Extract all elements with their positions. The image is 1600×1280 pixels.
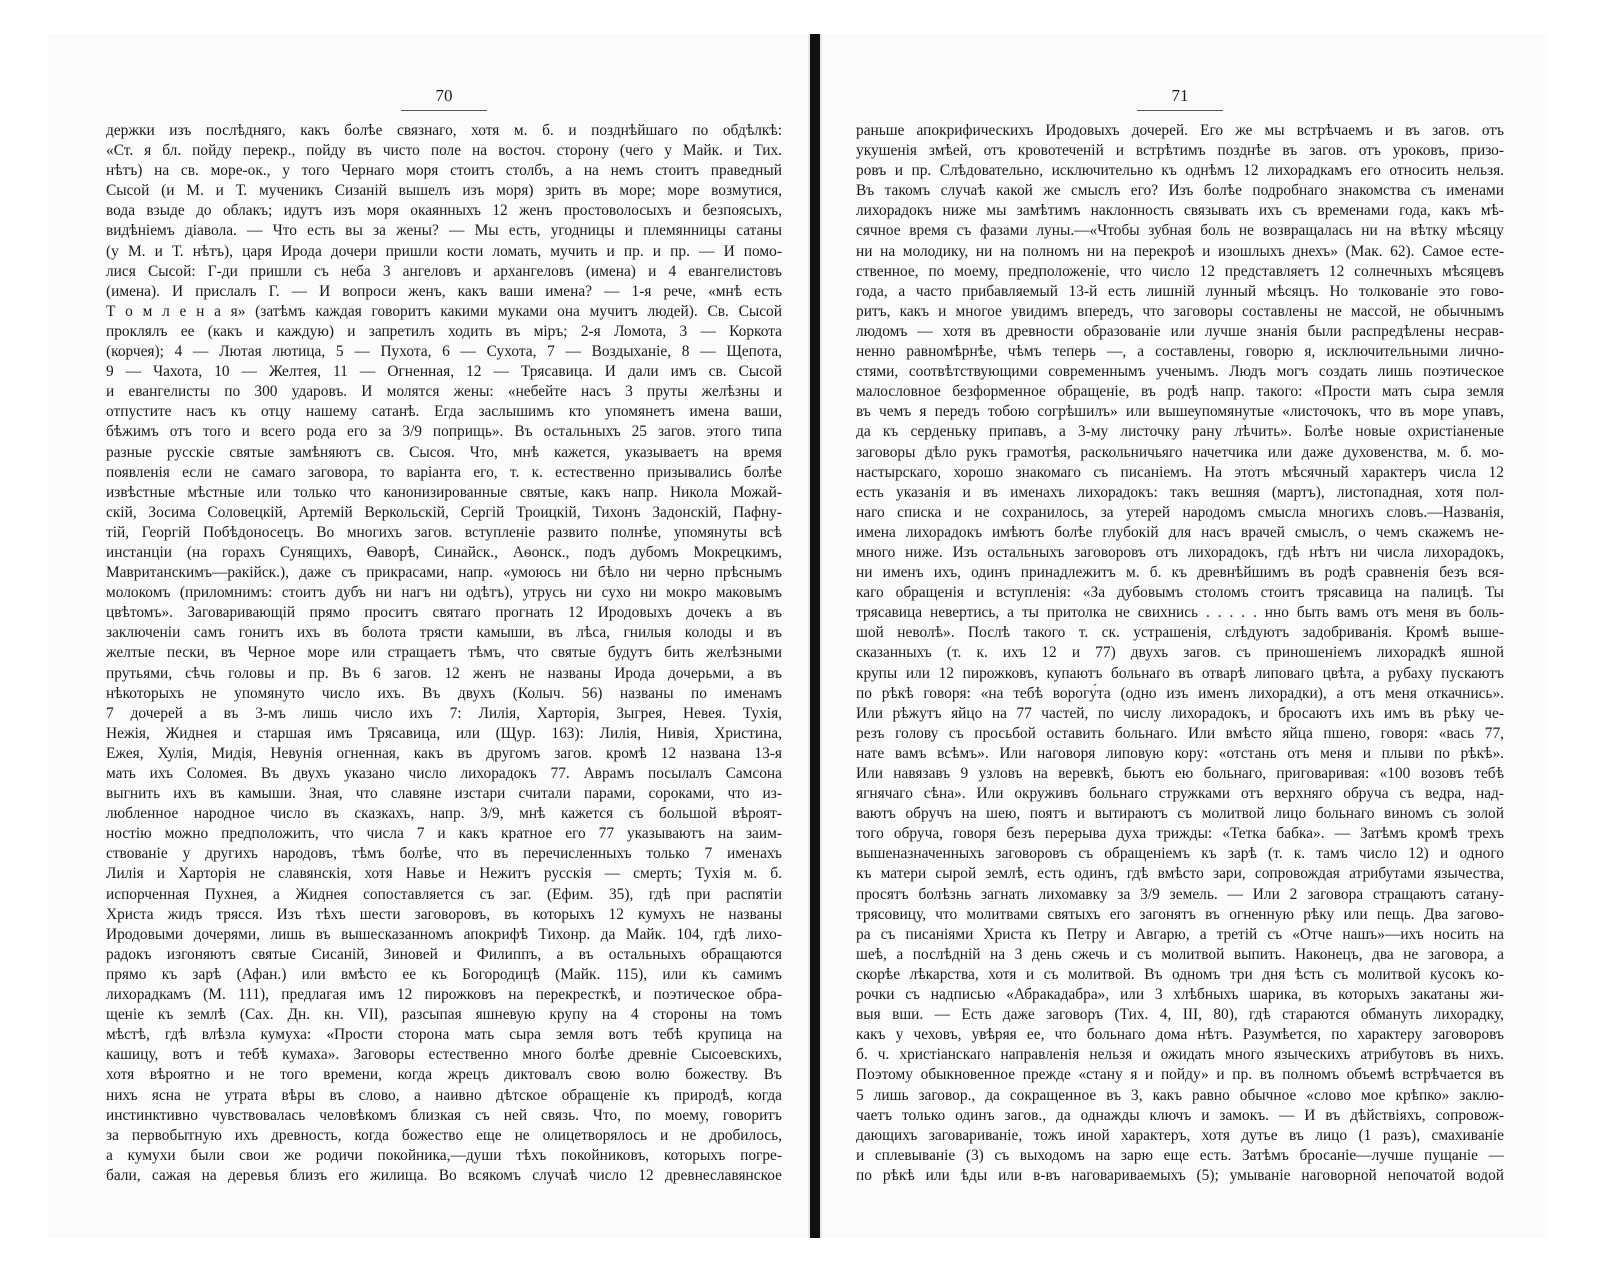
- text-line: просятъ болѣзнь загнать лихомавку за 3/9 земель. — Или 2 заговора стращаютъ сатану-: [856, 885, 1504, 903]
- text-line: молокомъ (приломнимъ: стоитъ дубъ ни нагъ ни одѣтъ), утрусь ни сухо ни мокро маковымъ: [106, 584, 782, 602]
- text-line: крупы или 12 пирожковъ, купаютъ больнаго въ отварѣ липоваго цвѣта, а рубаху пускаютъ: [856, 664, 1504, 682]
- text-line: Христа жидъ трясся. Изъ тѣхъ шести заговоровъ, въ которыхъ 12 кумухъ не названы: [106, 905, 782, 923]
- text-line: Лилія и Харторія не славянскія, хотя Навье и Нежитъ русскія — смерть; Тухія м. б.: [106, 865, 782, 883]
- page-text: [856, 121, 1504, 1186]
- text-line: держки изъ послѣдняго, какъ болѣе связнаго, хотя м. б. и позднѣйшаго по обдѣлкѣ:: [106, 122, 782, 139]
- text-line: кашицу, вотъ и тебѣ кумаха». Заговоры естественно много болѣе древніе Сысоевскихъ,: [106, 1046, 782, 1064]
- text-line: нѣкоторыхъ не упомянуто число ихъ. Въ двухъ (Колыч. 56) названы по именамъ: [106, 684, 782, 702]
- text-line: Нежія, Жиднея и старшая имъ Трясавица, или (Щур. 163): Лилія, Нивія, Христина,: [106, 724, 782, 742]
- text-line: имена лихорадокъ имѣютъ болѣе глубокій для насъ врачей смыслъ, о чемъ скажемъ не-: [856, 523, 1504, 541]
- text-line: ни на молодику, ни на полномъ ни на перекроѣ и изошлыхъ днехъ» (Мак. 62). Самое есте-: [856, 242, 1504, 260]
- header-rule: [1137, 110, 1223, 111]
- text-line: шой неволѣ». Послѣ такого т. ск. устрашенія, слѣдуютъ задобриванія. Кромѣ выше-: [856, 624, 1504, 642]
- text-line: мѣстѣ, гдѣ влѣзла кумуха: «Прости сторона мать сыра земля вотъ тебѣ крупица на: [106, 1026, 782, 1044]
- text-line: сказанныхъ (т. к. ихъ 12 и 77) двухъ загов. съ приношеніемъ лихорадкѣ яшной: [856, 644, 1504, 662]
- text-line: щеніе къ землѣ (Сах. Дн. кн. VII), разсыпая яшневую крупу на 4 стороны на томъ: [106, 1006, 782, 1024]
- text-line: ствованіе у другихъ народовъ, тѣмъ болѣе, что въ перечисленныхъ только 7 именахъ: [106, 845, 782, 863]
- text-line: дающихъ заговариваніе, тожъ иной характеръ, хотя дутье въ лицо (1 разъ), смахиваніе: [856, 1126, 1504, 1144]
- text-line: Поэтому обыкновенное прежде «стану я и пойду» и пр. въ полномъ объемѣ встрѣчается въ: [856, 1066, 1504, 1084]
- text-line: (имена). И прислалъ Г. — И вопроси женъ, какъ ваши имена? — 1-я рече, «мнѣ есть: [106, 282, 782, 300]
- text-line: испорченная Пухнея, а Жиднея сопоставляется съ заг. (Ефим. 35), гдѣ при распятіи: [106, 885, 782, 903]
- text-line: лихорадкамъ (М. 111), предлагая имъ 12 пирожковъ на перекресткѣ, и поэтическое обра-: [106, 986, 782, 1004]
- text-line: малословное безформенное обращеніе, въ родѣ напр. такого: «Прости мать сыра земля: [856, 383, 1504, 401]
- text-line: Мавританскимъ—ракійск.), даже съ прикрасами, напр. «умоюсь ни бѣло ни черно прѣснымъ: [106, 564, 782, 582]
- text-line: хотя вѣроятно и не того времени, когда жрецъ диктовалъ свою волю божеству. Въ: [106, 1066, 782, 1084]
- text-line: (у М. и Т. нѣтъ), царя Ирода дочери пришли кости ломать, мучить и пр. и пр. — И помо-: [106, 242, 782, 260]
- text-line: любленное народное число въ сказкахъ, напр. 3/9, мнѣ кажется съ большой вѣроят-: [106, 805, 782, 823]
- text-line: ностію можно предположить, что числа 7 и какъ кратное его 77 указываютъ на заим-: [106, 825, 782, 843]
- text-line: прутьями, сѣчь головы и пр. Въ 6 загов. 12 женъ не названы Ирода дочерьми, а въ: [106, 664, 782, 682]
- text-line: появленія если не самаго заговора, то варіанта его, т. к. естественно призывались болѣе: [106, 463, 782, 481]
- page-left: [48, 34, 808, 1238]
- text-line: проклялъ ее (какъ и каждую) и запретилъ ходить въ міръ; 2-я Ломота, 3 — Коркота: [106, 322, 782, 340]
- text-line: прямо къ зарѣ (Афан.) или вмѣсто ее къ Богородицѣ (Майк. 115), или къ самимъ: [106, 965, 782, 983]
- text-line: заговоры дѣло рукъ грамотѣя, раскольничьяго начетчика или даже духовенства, м. б. мо-: [856, 443, 1504, 461]
- text-line: стями, соотвѣтствующими современнымъ ученымъ. Людъ могъ создать лишь поэтическое: [856, 363, 1504, 381]
- text-line: сячное время съ фазами луны.—«Чтобы зубная боль не возвращалась ни на вѣтку мѣсяцу: [856, 222, 1504, 240]
- text-line: видѣніемъ діавола. — Что есть вы за жены? — Мы есть, угодницы и племянницы сатаны: [106, 222, 782, 240]
- text-line: ровъ и пр. Слѣдовательно, исключительно къ однѣмъ 12 лихорадкамъ его относить нельзя.: [856, 162, 1504, 180]
- text-line: людомъ — хотя въ древности образованіе или лучше знанія были распредѣлены несрав-: [856, 322, 1504, 340]
- text-line: скорѣе лѣкарства, хотя и съ молитвой. Въ одномъ три дня ѣсть съ молитвой кусокъ ко-: [856, 965, 1504, 983]
- text-line: ягнячаго сѣна». Или окруживъ больнаго стружками отъ верхняго обруча съ ведра, над-: [856, 785, 1504, 803]
- text-line: лихорадокъ ниже мы замѣтимъ наклонность связывать ихъ съ временами года, какъ мѣ-: [856, 202, 1504, 220]
- book-spread: [48, 34, 1548, 1238]
- text-line: инстинктивно чувствовалась человѣкомъ близкая съ ней связь. Что, по моему, говоритъ: [106, 1106, 782, 1124]
- text-line: Т о м л е н а я» (затѣмъ каждая говоритъ какими муками она мучитъ людей). Св. Сысой: [106, 302, 782, 320]
- text-line: ни именъ ихъ, одинъ принадлежитъ м. б. къ древнѣйшимъ въ родѣ сравненія безъ вся-: [856, 564, 1504, 582]
- text-line: цвѣтомъ». Заговаривающій прямо проситъ святаго прогнать 12 Иродовыхъ дочекъ а въ: [106, 604, 782, 622]
- text-line: ственное, по моему, предположеніе, что число 12 представляетъ 12 солнечныхъ мѣсяцевъ: [856, 262, 1504, 280]
- text-line: нихъ ясна не утрата вѣры въ слово, а наивно дѣтское обращеніе къ природѣ, когда: [106, 1086, 782, 1104]
- text-line: бѣжимъ отъ того и всего рода его за 3/9 поприщь». Въ остальныхъ 25 загов. этого типа: [106, 423, 782, 441]
- text-line: ваютъ обручъ на шею, поятъ и вытираютъ съ молитвой лицо больнаго виномъ съ золой: [856, 805, 1504, 823]
- text-line: тій, Георгій Побѣдоносецъ. Во многихъ загов. вступленіе развито полнѣе, упомянуты всѣ: [106, 523, 782, 541]
- text-line: чаетъ только одинъ загов., да однажды ключъ и замокъ. — И въ дѣйствіяхъ, сопровож-: [856, 1106, 1504, 1124]
- text-line: мать ихъ Соломея. Въ двухъ указано число лихорадокъ 77. Аврамъ посылалъ Самсона: [106, 765, 782, 782]
- text-line: настырскаго, хорошо знакомаго съ писаніемъ. На этотъ мѣсячный характеръ числа 12: [856, 463, 1504, 481]
- text-line: ненно равномѣрнѣе, чѣмъ теперь —, а составлены, говорю я, исключительными лично-: [856, 343, 1504, 361]
- text-line: къ матери сырой землѣ, есть одинъ, гдѣ вмѣсто зари, сопровождая атрибутами язычества,: [856, 865, 1504, 883]
- text-line: инстанціи (на горахъ Сунящихъ, Ѳаворѣ, Синайск., Аѳонск., подъ дубомъ Мокрецкимъ,: [106, 543, 782, 561]
- text-line: и сплевываніе (3) съ выходомъ на зарю еще есть. Затѣмъ бросаніе—лучше пущаніе —: [856, 1146, 1504, 1164]
- text-line: каго обращенія и вступленія: «За дубовымъ столомъ стоитъ трясавица на палицѣ. Ты: [856, 584, 1504, 602]
- text-line: лися Сысой: Г-ди пришли съ неба 3 ангеловъ и архангеловъ (имена) и 4 евангелистовъ: [106, 262, 782, 280]
- text-line: радокъ изгоняютъ святые Сисаній, Зиновей и Филиппъ, а въ остальныхъ обращаются: [106, 945, 782, 963]
- text-line: года, а часто прибавляемый 13-й есть лишній лунный мѣсяцъ. Но толкованіе это гово-: [856, 282, 1504, 300]
- text-line: бали, сажая на деревья близъ его жилища. Во всякомъ случаѣ число 12 древнеславянское: [106, 1166, 782, 1184]
- text-line: выгнить ихъ въ камыши. Зная, что славяне изстари считали парами, сороками, что из-: [106, 785, 782, 803]
- text-line: желтые пески, въ Черное море или стращаетъ тѣмъ, что святые будутъ бить желѣзными: [106, 644, 782, 662]
- text-line: трясовицу, что молитвами святыхъ его загонятъ въ огненную рѣку или пещь. Два загово-: [856, 905, 1504, 923]
- text-line: есть указанія и въ именахъ лихорадокъ: такъ вешняя (мартъ), листопадная, хотя пол-: [856, 483, 1504, 501]
- text-line: рочки съ надписью «Абракадабра», или 3 хлѣбныхъ шарика, въ которыхъ закатаны жи-: [856, 986, 1504, 1004]
- text-line: раньше апокрифическихъ Иродовыхъ дочерей. Его же мы встрѣчаемъ и въ загов. отъ: [856, 122, 1504, 139]
- text-line: за первобытную ихъ древность, когда божество еще не олицетворялось и не дробилось,: [106, 1126, 782, 1144]
- text-line: и евангелисты по 300 ударовъ. И молятся жены: «небейте насъ 3 пруты желѣзны и: [106, 383, 782, 401]
- page-right: [822, 34, 1548, 1238]
- text-line: отпустите насъ къ отцу нашему сатанѣ. Егда заслышимъ кто упомянетъ имена ваши,: [106, 403, 782, 421]
- text-line: «Ст. я бл. пойду перекр., пойду въ чисто поле на восточ. сторону (чего у Майк. и Тих.: [106, 142, 782, 160]
- text-line: трясавица невертись, а ты притолка не свихнись . . . . . нно быть вамъ отъ меня въ боль-: [856, 604, 1504, 622]
- text-line: Сысой (и М. и Т. мученикъ Сизаній вышелъ изъ моря) зрить въ море; море возмутися,: [106, 182, 782, 200]
- text-line: скій, Зосима Соловецкій, Артемій Веркольскій, Сергій Троицкій, Тихонъ Задонскій, Пафну-: [106, 503, 782, 521]
- text-line: резъ голову съ просьбой оставить больнаго. Или вмѣсто яйца пшено, говоря: «вась 77,: [856, 724, 1504, 742]
- text-line: укушенія змѣей, отъ кровотеченій и встрѣтимъ позднѣе въ загов. отъ уроковъ, призо-: [856, 142, 1504, 160]
- header-rule: [401, 110, 487, 111]
- text-line: вода взыде до облакъ; идутъ изъ моря окаянныхъ 12 женъ простоволосыхъ и безпоясыхъ,: [106, 202, 782, 220]
- page-number: 71: [1171, 86, 1189, 105]
- text-line: заключеніи самъ гонитъ ихъ въ болота трясти камыши, въ лѣса, гнилыя колоды и въ: [106, 624, 782, 642]
- text-line: Или навязавъ 9 узловъ на веревкѣ, бьютъ ею больнаго, приговаривая: «100 возовъ тебѣ: [856, 765, 1504, 782]
- text-line: въ чемъ я передъ тобою согрѣшилъ» или вышеупомянутые «листочокъ, что въ море упавъ,: [856, 403, 1504, 421]
- text-line: б. ч. христіанскаго направленія нельзя и ожидать много языческихъ атрибутовъ въ нихъ.: [856, 1046, 1504, 1064]
- text-line: нате вамъ всѣмъ». Или наговоря липовую кору: «отстань отъ меня и плыви по рѣкѣ».: [856, 744, 1504, 762]
- text-line: (корчея); 4 — Лютая лютица, 5 — Пухота, 6 — Сухота, 7 — Воздыханіе, 8 — Щепота,: [106, 343, 782, 361]
- text-line: какъ у чеховъ, увѣряя ее, что больнаго дома нѣтъ. Разумѣется, по характеру заговоровъ: [856, 1026, 1504, 1044]
- text-line: ритъ, какъ и многое увидимъ впередъ, что заговоры составлены не массой, не обычнымъ: [856, 302, 1504, 320]
- text-line: вышеназначенныхъ заговоровъ съ обращеніемъ къ зарѣ (т. к. тамъ число 12) и одного: [856, 845, 1504, 863]
- text-line: Иродовыми дочерями, лишь въ вышесказанномъ апокрифѣ Тихонр. да Майк. 104, гдѣ лихо-: [106, 925, 782, 943]
- text-line: разные русскіе святые замѣняютъ св. Сысоя. Что, мнѣ кажется, указываетъ на время: [106, 443, 782, 461]
- text-line: Въ такомъ случаѣ какой же смыслъ его? Изъ болѣе подробнаго знакомства съ именами: [856, 182, 1504, 200]
- text-line: нѣтъ) на св. море-ок., у того Чернаго моря стоитъ столбъ, а на немъ стоитъ праведный: [106, 162, 782, 180]
- text-line: выя вши. — Есть даже заговоръ (Тих. 4, III, 80), гдѣ стараются обмануть лихорадку,: [856, 1006, 1504, 1024]
- text-line: извѣстные мѣстные или только что канонизированные святые, какъ напр. Никола Можай-: [106, 483, 782, 501]
- text-line: наго списка и не сохранилось, за утерей народомъ смысла многихъ словъ.—Названія,: [856, 503, 1504, 521]
- text-line: а кумухи были свои же родичи покойника,—души тѣхъ покойниковъ, которыхъ погре-: [106, 1146, 782, 1164]
- text-line: много ниже. Изъ остальныхъ заговоровъ отъ лихорадокъ, гдѣ нѣтъ ни числа лихорадокъ,: [856, 543, 1504, 561]
- text-line: Или рѣжутъ яйцо на 77 частей, по числу лихорадокъ, и бросаютъ ихъ имъ въ рѣку че-: [856, 704, 1504, 722]
- page-number: 70: [435, 86, 453, 105]
- text-line: ра съ писаніями Христа къ Петру и Авгарю, а третій съ «Отче нашъ»—ихъ носить на: [856, 925, 1504, 943]
- text-line: Ежея, Хулія, Мидія, Невунія огненная, какъ въ другомъ загов. кромѣ 12 названа 13-я: [106, 744, 782, 762]
- page-text: [106, 121, 782, 1186]
- text-line: 7 дочерей а въ 3-мъ лишь число ихъ 7: Лилія, Харторія, Зыгрея, Невея. Тухія,: [106, 704, 782, 722]
- text-line: по рѣкѣ говоря: «на тебѣ ворогу́та (одно изъ именъ лихорадки), а отъ меня откачнись».: [856, 684, 1504, 702]
- text-line: по рѣкѣ или ѣды или в-въ наговариваемыхъ (5); умываніе наговорной непочатой водой: [856, 1166, 1504, 1184]
- text-line: да къ серденьку припавъ, а 3-му листочку рану лѣчить». Болѣе новые охристіаненые: [856, 423, 1504, 441]
- text-line: 5 лишь заговор., да сокращенное въ 3, какъ равно обычное «слово мое крѣпко» заклю-: [856, 1086, 1504, 1104]
- text-line: шеѣ, а послѣдній на 3 день сжечь и съ молитвой выпить. Наконецъ, два не заговора, а: [856, 945, 1504, 963]
- book-gutter: [810, 34, 820, 1238]
- text-line: 9 — Чахота, 10 — Желтея, 11 — Огненная, 12 — Трясавица. И дали имъ св. Сысой: [106, 363, 782, 381]
- text-line: того обруча, говоря безъ перерыва духа трижды: «Тетка бабка». — Затѣмъ кромѣ трехъ: [856, 825, 1504, 843]
